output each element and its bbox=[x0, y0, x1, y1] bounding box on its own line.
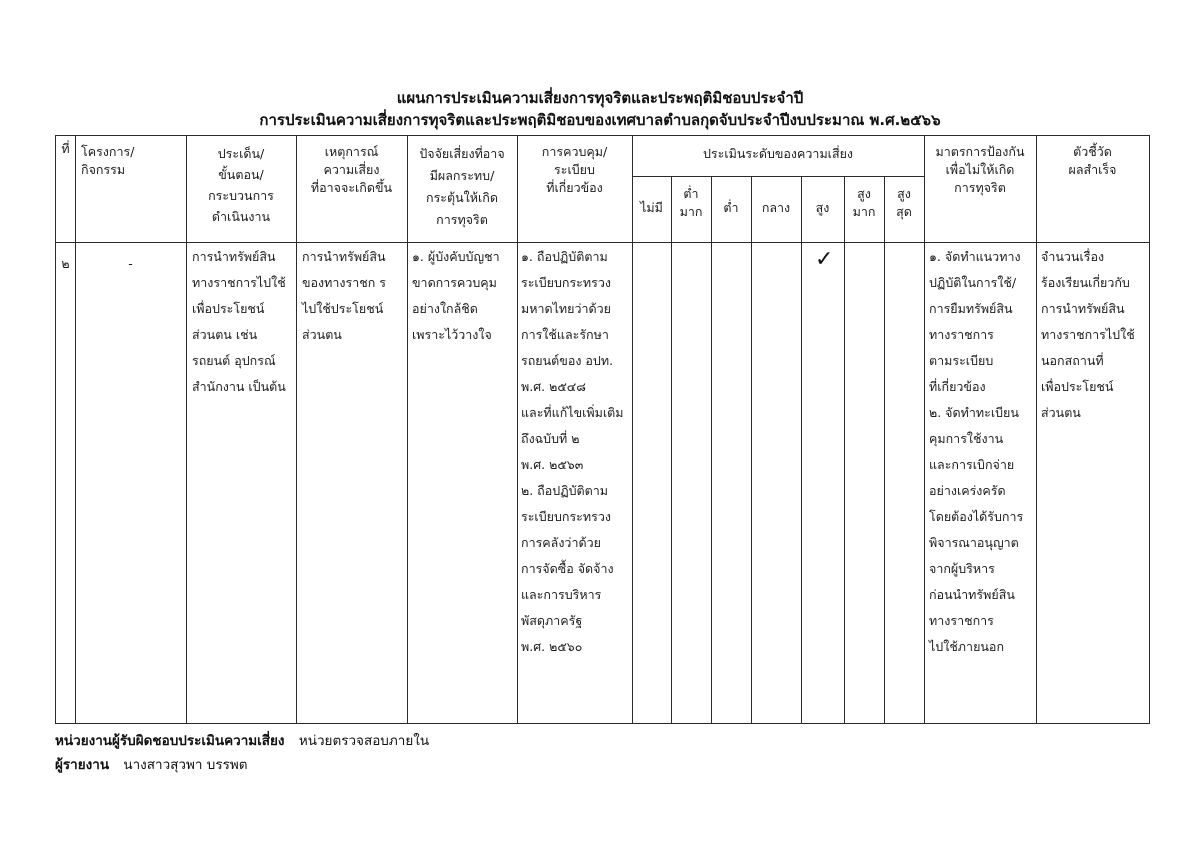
row-measures: ๑. จัดทำแนวทาง ปฏิบัติในการใช้/ การยืมทรัพย์สิน ทางราชการ ตามระเบียบ ที่เกี่ยวข้อง ๒. จัดทำทะเบียน คุมการใช้งาน และการเบิกจ่าย อย่างเคร่งครัด โดยต้องได้รับการ พิจารณาอนุญาต จากผู้บริหาร ก่อนนำทรัพย์สิน ทางราชการ ไปใช้ภายนอก bbox=[929, 249, 1024, 654]
col-border bbox=[924, 135, 925, 724]
header-measures: มาตรการป้องกัน เพื่อไม่ให้เกิด การทุจริต bbox=[935, 144, 1025, 195]
header-assessment: ประเมินระดับของความเสี่ยง bbox=[702, 146, 854, 161]
level-very-high: สูง มาก bbox=[852, 186, 876, 219]
level-highest: สูง สุด bbox=[896, 186, 912, 219]
header-project: โครงการ/ กิจกรรม bbox=[81, 144, 135, 177]
reporter-label: ผู้รายงาน bbox=[55, 757, 110, 773]
assessment-header-divider bbox=[632, 176, 924, 177]
col-border bbox=[671, 176, 672, 724]
document-title: แผนการประเมินความเสี่ยงการทุจริตและประพฤติมิชอบประจำปี bbox=[396, 89, 804, 107]
row-no: ๒ bbox=[61, 256, 70, 271]
row-event: การนำทรัพย์สิน ของทางราชก ร ไปใช้ประโยชน์ ส่วนตน bbox=[302, 249, 386, 342]
responsible-label: หน่วยงานผู้รับผิดชอบประเมินความเสี่ยง bbox=[55, 733, 285, 749]
footer-responsible bbox=[55, 729, 429, 751]
col-border bbox=[296, 135, 297, 724]
level-medium: กลาง bbox=[761, 200, 791, 215]
col-border bbox=[75, 135, 76, 724]
row-factor: ๑. ผู้บังคับบัญชา ขาดการควบคุม อย่างใกล้ชิด เพราะไว้วางใจ bbox=[412, 249, 500, 342]
header-bottom-border bbox=[55, 242, 1150, 243]
reporter-value: นางสาวสุวพา บรรพต bbox=[123, 757, 248, 773]
col-border bbox=[844, 176, 845, 724]
check-mark-high: ✓ bbox=[815, 247, 834, 272]
level-high: สูง bbox=[815, 200, 830, 215]
row-control: ๑. ถือปฏิบัติตาม ระเบียบกระทรวง มหาดไทยว่าด้วย การใช้และรักษา รถยนต์ของ อปท. พ.ศ. ๒๕๔๘ และที่แก้ไขเพิ่มเติม ถึงฉบับที่ ๒ พ.ศ. ๒๕๖๓ ๒. ถือปฏิบัติตาม ระเบียบกระทรวง การคลังว่าด้วย การจัดซื้อ จัดจ้าง และการบริหาร พัสดุภาครัฐ พ.ศ. ๒๕๖๐ bbox=[521, 249, 624, 654]
document-subtitle: การประเมินความเสี่ยงการทุจริตและประพฤติมิชอบของเทศบาลตำบลกุดจับประจำปีงบประมาณ พ.ศ.๒๕๖๖ bbox=[259, 111, 941, 129]
header-factor: ปัจจัยเสี่ยงที่อาจ มีผลกระทบ/ กระตุ้นให้เกิด การทุจริต bbox=[419, 146, 505, 227]
risk-assessment-table bbox=[55, 135, 1150, 724]
row-indicator: จำนวนเรื่อง ร้องเรียนเกี่ยวกับ การนำทรัพย์สิน ทางราชการไปใช้ นอกสถานที่ เพื่อประโยชน์ ส่วนตน bbox=[1041, 249, 1135, 420]
col-border bbox=[711, 176, 712, 724]
level-very-low: ต่ำ มาก bbox=[679, 186, 703, 219]
col-border bbox=[1149, 135, 1150, 724]
header-issue: ประเด็น/ ขั้นตอน/ กระบวนการ ดำเนินงาน bbox=[208, 146, 274, 224]
header-no: ที่ bbox=[61, 141, 70, 156]
col-border bbox=[632, 135, 633, 724]
header-event: เหตุการณ์ ความเสี่ยง ที่อาจจะเกิดขึ้น bbox=[310, 144, 393, 195]
col-border bbox=[1036, 135, 1037, 724]
col-border bbox=[517, 135, 518, 724]
col-border bbox=[884, 176, 885, 724]
table-top-border bbox=[55, 135, 1150, 136]
header-indicator: ตัวชี้วัด ผลสำเร็จ bbox=[1068, 144, 1117, 177]
table-bottom-border bbox=[55, 723, 1150, 724]
level-none: ไม่มี bbox=[640, 200, 663, 215]
header-control: การควบคุม/ ระเบียบ ที่เกี่ยวข้อง bbox=[541, 144, 608, 195]
level-low: ต่ำ bbox=[723, 200, 739, 215]
col-border bbox=[55, 135, 56, 724]
row-issue: การนำทรัพย์สิน ทางราชการไปใช้ เพื่อประโยชน์ ส่วนตน เช่น รถยนต์ อุปกรณ์ สำนักงาน เป็นต้น bbox=[192, 249, 286, 394]
col-border bbox=[751, 176, 752, 724]
row-project: - bbox=[128, 256, 133, 271]
responsible-value: หน่วยตรวจสอบภายใน bbox=[298, 733, 430, 749]
footer-reporter bbox=[55, 753, 248, 775]
col-border bbox=[801, 176, 802, 724]
